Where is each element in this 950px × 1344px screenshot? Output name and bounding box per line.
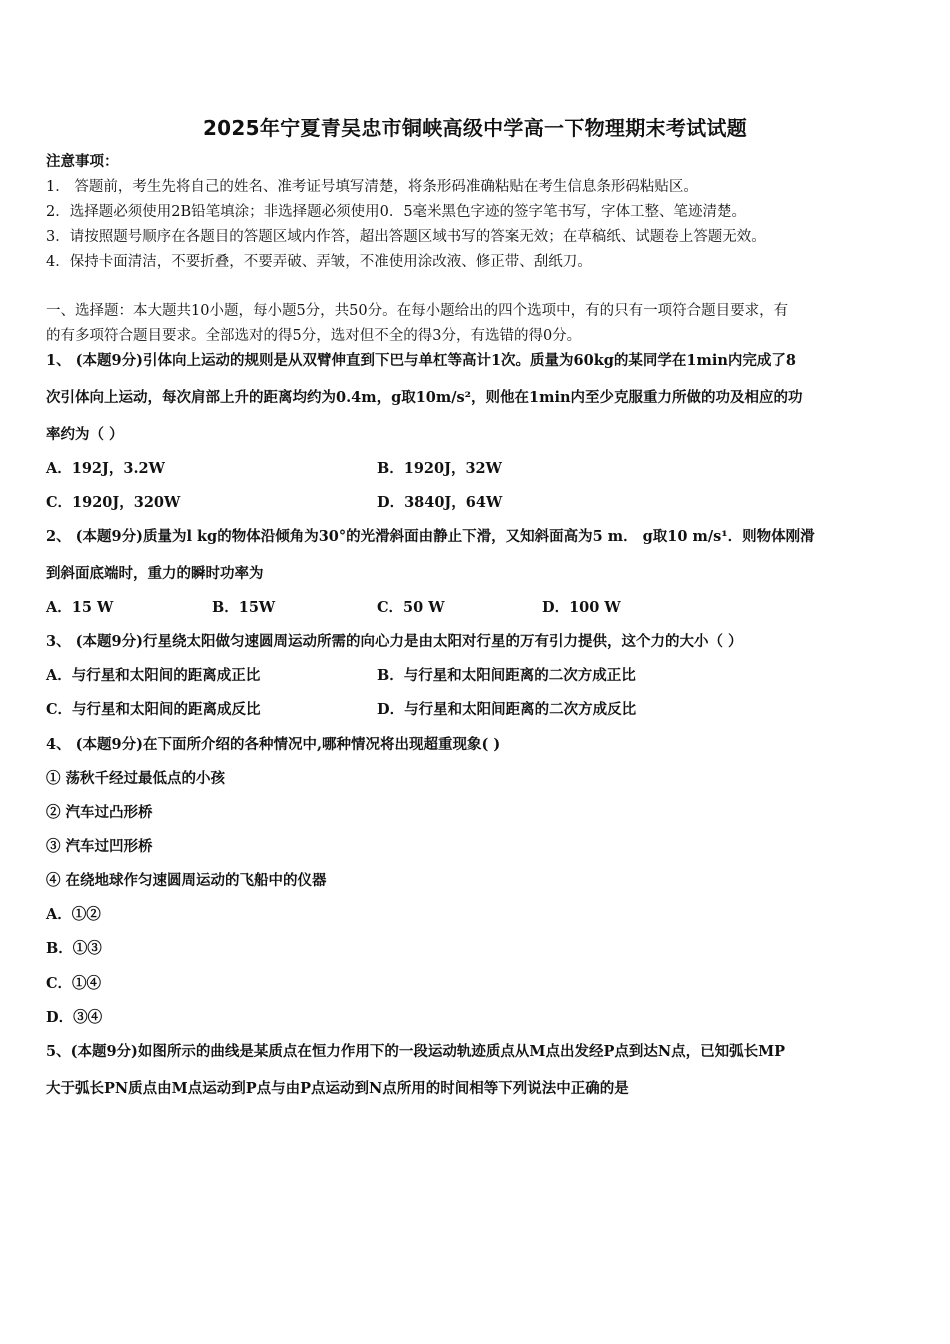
q4-item-1: ① 荡秋千经过最低点的小孩 <box>46 770 226 787</box>
q1-stem-line-3: 率约为（ ） <box>46 426 124 443</box>
notice-item-3: 3．请按照题号顺序在各题目的答题区域内作答，超出答题区域书写的答案无效；在草稿纸、试题卷上答题无效。 <box>46 229 766 245</box>
q4-item-2: ② 汽车过凸形桥 <box>46 804 153 821</box>
q1-option-b: B．1920J，32W <box>377 460 502 477</box>
notice-item-1: 1． 答题前，考生先将自己的姓名、准考证号填写清楚，将条形码准确粘贴在考生信息条形码粘贴区。 <box>46 179 698 195</box>
q4-option-c: C．①④ <box>46 975 102 992</box>
notice-heading: 注意事项： <box>46 153 119 170</box>
section-intro-line-1: 一、选择题：本大题共10小题，每小题5分，共50分。在每小题给出的四个选项中，有的只有一项符合题目要求，有 <box>46 303 789 319</box>
q3-option-d: D．与行星和太阳间距离的二次方成反比 <box>377 701 637 718</box>
q1-option-d: D．3840J，64W <box>377 494 503 511</box>
q4-option-b: B．①③ <box>46 940 102 957</box>
q2-stem-line-1: 2、 (本题9分)质量为l kg的物体沿倾角为30°的光滑斜面由静止下滑，又知斜面高为5 m． g取10 m/s¹．则物体刚滑 <box>46 528 815 545</box>
q4-option-a: A．①② <box>46 906 101 923</box>
q2-option-b: B．15W <box>212 599 276 616</box>
q5-stem-line-2: 大于弧长PN质点由M点运动到P点与由P点运动到N点所用的时间相等下列说法中正确的是 <box>46 1080 629 1097</box>
q1-stem-line-1: 1、 (本题9分)引体向上运动的规则是从双臂伸直到下巴与单杠等高计1次。质量为60kg的某同学在1min内完成了8 <box>46 352 796 369</box>
notice-item-4: 4．保持卡面清洁，不要折叠，不要弄破、弄皱，不准使用涂改液、修正带、刮纸刀。 <box>46 254 592 270</box>
q4-item-4: ④ 在绕地球作匀速圆周运动的飞船中的仪器 <box>46 872 327 889</box>
q3-option-a <box>46 666 260 686</box>
q2-option-d: D．100 W <box>542 599 621 616</box>
q4-stem: 4、 (本题9分)在下面所介绍的各种情况中,哪种情况将出现超重现象( ) <box>46 736 501 753</box>
page-title: 2025年宁夏青吴忠市铜峡高级中学高一下物理期末考试试题 <box>202 116 748 140</box>
q5-stem-line-1: 5、(本题9分)如图所示的曲线是某质点在恒力作用下的一段运动轨迹质点从M点出发经P点到达N点，已知弧长MP <box>46 1043 786 1060</box>
q3-stem: 3、 (本题9分)行星绕太阳做匀速圆周运动所需的向心力是由太阳对行星的万有引力提供，这个力的大小（ ） <box>46 633 743 650</box>
q3-option-a-text: A．与行星和太阳间的距离成正比 <box>46 667 261 684</box>
q4-option-d: D．③④ <box>46 1009 103 1026</box>
q1-option-c: C．1920J，320W <box>46 494 181 511</box>
q1-stem-line-2: 次引体向上运动，每次肩部上升的距离均约为0.4m，g取10m/s²，则他在1min内至少克服重力所做的功及相应的功 <box>46 389 803 406</box>
q4-item-3: ③ 汽车过凹形桥 <box>46 838 153 855</box>
q2-option-a: A．15 W <box>46 599 114 616</box>
q2-stem-line-2: 到斜面底端时，重力的瞬时功率为 <box>46 565 264 582</box>
q3-option-c: C．与行星和太阳间的距离成反比 <box>46 701 261 718</box>
notice-item-2: 2．选择题必须使用2B铅笔填涂；非选择题必须使用0．5毫米黑色字迹的签字笔书写，字体工整、笔迹清楚。 <box>46 204 747 220</box>
q1-option-a: A．192J，3.2W <box>46 460 165 477</box>
q3-option-b: B．与行星和太阳间距离的二次方成正比 <box>377 667 636 684</box>
q2-option-c: C．50 W <box>377 599 445 616</box>
section-intro-line-2: 的有多项符合题目要求。全部选对的得5分，选对但不全的得3分，有选错的得0分。 <box>46 328 582 344</box>
